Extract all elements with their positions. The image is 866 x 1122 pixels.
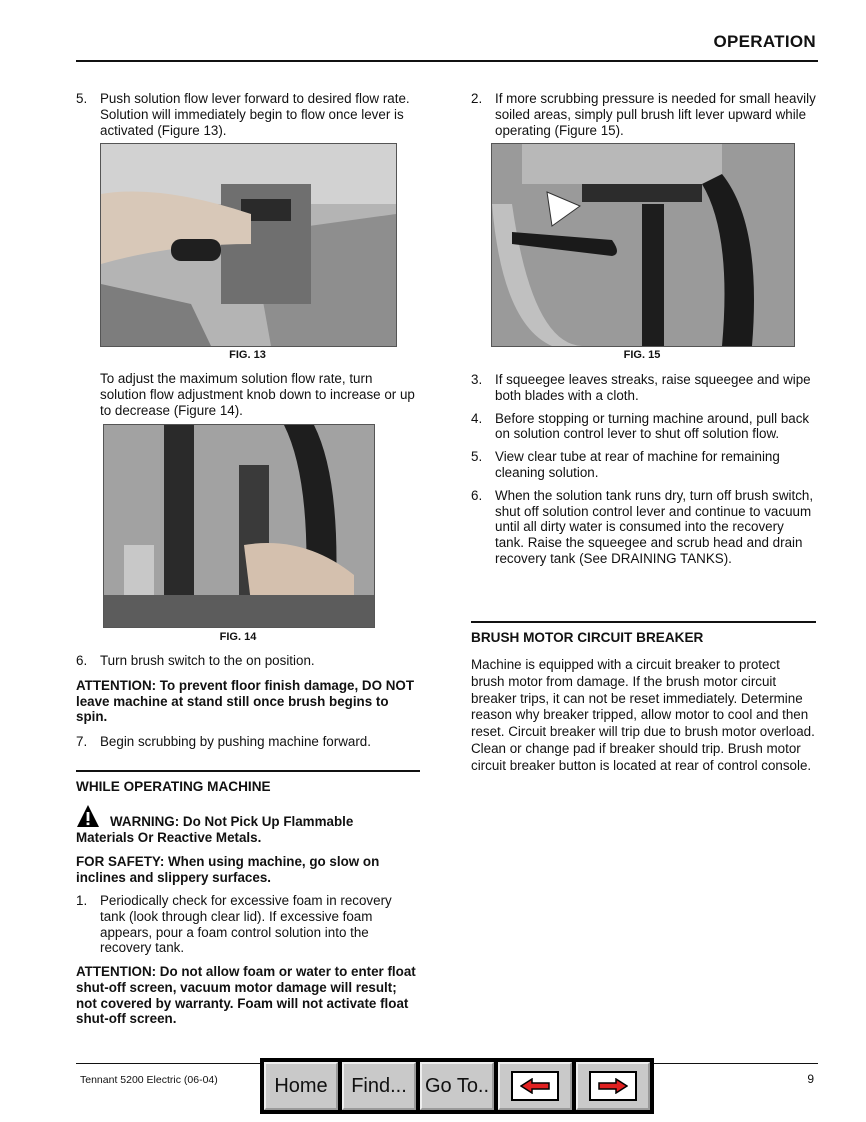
arrow-left-icon xyxy=(511,1071,559,1101)
item-text: Begin scrubbing by pushing machine forward. xyxy=(100,734,371,750)
next-page-button[interactable] xyxy=(576,1062,650,1110)
list-item xyxy=(76,893,418,956)
item-number: 5. xyxy=(471,449,483,465)
attention-notice-foam: ATTENTION: Do not allow foam or water to enter float shut-off screen, vacuum motor damage will result; not covered by warranty. Foam will not activate float shut-off screen. xyxy=(76,964,416,1027)
goto-button[interactable]: Go To.. xyxy=(420,1062,494,1110)
footer-doc-label: Tennant 5200 Electric (06-04) xyxy=(80,1074,218,1086)
list-item xyxy=(76,653,418,669)
item-text: Periodically check for excessive foam in recovery tank (look through clear lid). If excessive foam appears, pour a foam control solution into the recovery tank. xyxy=(100,893,392,956)
section-divider xyxy=(76,770,420,772)
figure-13-photo xyxy=(100,143,397,347)
home-button[interactable]: Home xyxy=(264,1062,338,1110)
list-item xyxy=(76,91,418,138)
find-button[interactable]: Find... xyxy=(342,1062,416,1110)
warning-text: WARNING: Do Not Pick Up Flammable Materials Or Reactive Metals. xyxy=(76,814,354,845)
safety-notice: FOR SAFETY: When using machine, go slow on inclines and slippery surfaces. xyxy=(76,854,380,885)
section-heading: WHILE OPERATING MACHINE xyxy=(76,779,271,794)
list-item xyxy=(471,372,816,404)
figure-15-caption: FIG. 15 xyxy=(623,349,661,361)
figure-14-photo xyxy=(103,424,375,628)
header-divider xyxy=(76,60,818,62)
left-column xyxy=(76,91,418,145)
right-steps xyxy=(471,372,816,574)
list-item xyxy=(471,411,816,443)
section-divider xyxy=(471,621,816,623)
figure-14-caption: FIG. 14 xyxy=(219,631,257,643)
navigation-toolbar xyxy=(260,1058,654,1114)
adjust-paragraph: To adjust the maximum solution flow rate, turn solution flow adjustment knob down to increase or up to decrease (Figure 14). xyxy=(100,371,415,418)
item-text: View clear tube at rear of machine for remaining cleaning solution. xyxy=(495,449,780,480)
figure-13-caption: FIG. 13 xyxy=(229,349,266,361)
item-text: Turn brush switch to the on position. xyxy=(100,653,315,668)
page-title: OPERATION xyxy=(713,32,816,51)
item-text: Push solution flow lever forward to desired flow rate. Solution will immediately begin to flow once lever is activated (Figure 13). xyxy=(100,91,410,138)
list-item xyxy=(471,488,816,567)
item-text: If squeegee leaves streaks, raise squeegee and wipe both blades with a cloth. xyxy=(495,372,811,403)
list-item xyxy=(471,449,816,481)
item-number: 4. xyxy=(471,410,483,426)
item-text: Before stopping or turning machine around, pull back on solution control lever to shut off solution flow. xyxy=(495,410,810,442)
page-number: 9 xyxy=(807,1072,814,1086)
figure-15-photo xyxy=(491,143,795,347)
item-number: 3. xyxy=(471,372,483,387)
item-number: 5. xyxy=(76,91,88,106)
operating-steps xyxy=(76,893,418,963)
item-number: 2. xyxy=(471,91,483,106)
right-column xyxy=(471,91,816,145)
item-number: 7. xyxy=(76,734,88,750)
item-number: 6. xyxy=(471,487,483,503)
attention-notice: ATTENTION: To prevent floor finish damage, DO NOT leave machine at stand still once brush begins to spin. xyxy=(76,677,414,725)
breaker-paragraph: Machine is equipped with a circuit breaker to protect brush motor from damage. If the brush motor circuit breaker trips, it can not be reset immediately. Determine reason why breaker tripped, allow motor to cool and then reset. Circuit breaker will trip due to brush motor overload. Clean or change pad if breaker should trip. Brush motor circuit breaker button is located at rear of control console. xyxy=(471,657,815,773)
item-text: When the solution tank runs dry, turn off brush switch, shut off solution control lever and continue to vacuum until all dirty water is consumed into the recovery tank. Raise the squeegee and scrub head and drain recovery tank (See DRAINING TANKS). xyxy=(495,487,814,566)
left-column-lower xyxy=(76,653,418,757)
list-item xyxy=(76,734,418,750)
list-item xyxy=(471,91,816,138)
previous-page-button[interactable] xyxy=(498,1062,572,1110)
item-number: 6. xyxy=(76,653,88,668)
item-text: If more scrubbing pressure is needed for small heavily soiled areas, simply pull brush lift lever upward while operating (Figure 15). xyxy=(495,91,816,138)
arrow-right-icon xyxy=(589,1071,637,1101)
section-heading: BRUSH MOTOR CIRCUIT BREAKER xyxy=(471,630,704,645)
item-number: 1. xyxy=(76,893,88,908)
